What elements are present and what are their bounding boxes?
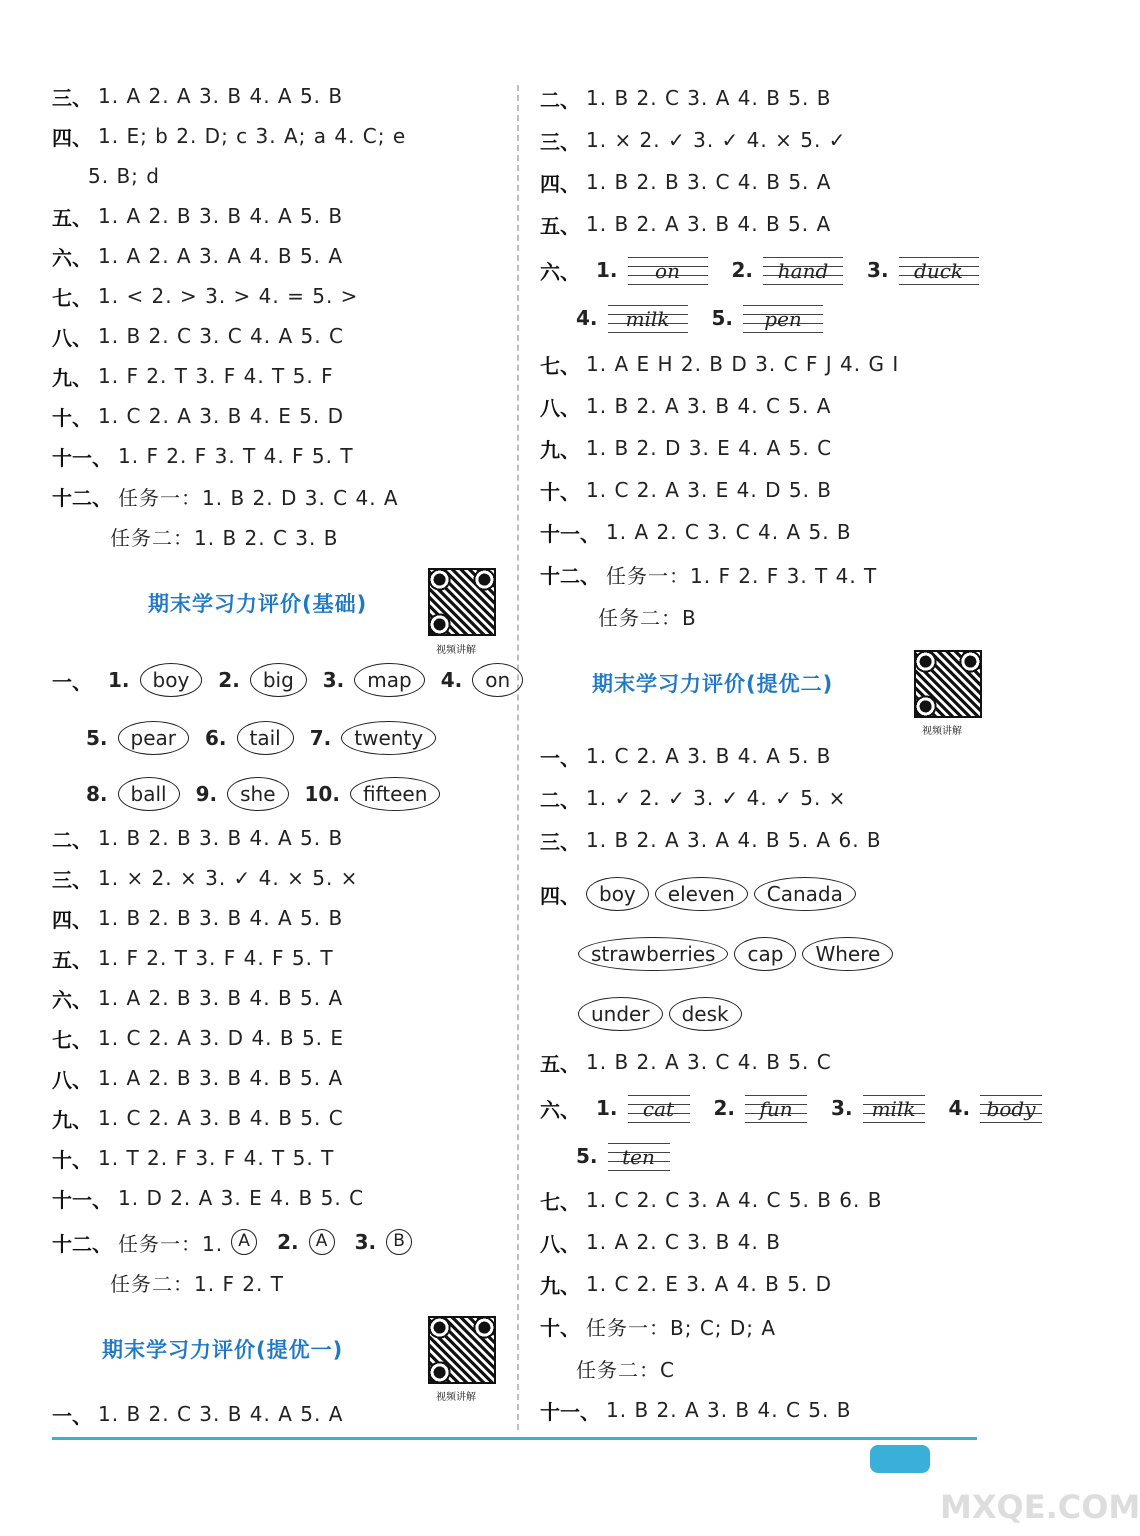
answer-line: 七、 1. < 2. > 3. > 4. = 5. > <box>52 284 359 310</box>
answer-line: 十一、 1. A 2. C 3. C 4. A 5. B <box>540 520 852 546</box>
logo-mark <box>870 1445 930 1473</box>
answer-line: 五、 1. B 2. A 3. B 4. B 5. A <box>540 212 832 238</box>
answer-line: 一、 1. boy 2. big 3. map 4. on <box>52 660 529 700</box>
handwriting-field: hand <box>763 253 843 287</box>
answer-line: 三、 1. × 2. ✓ 3. ✓ 4. × 5. ✓ <box>540 128 847 154</box>
section-title: 期末学习力评价(提优二) <box>592 672 834 696</box>
section-title: 期末学习力评价(提优一) <box>102 1338 344 1362</box>
answer-line: 四、 1. B 2. B 3. B 4. A 5. B <box>52 906 344 932</box>
answer-line: 四、 1. B 2. B 3. C 4. B 5. A <box>540 170 832 196</box>
column-divider <box>517 85 519 1430</box>
circled-word: eleven <box>655 877 748 911</box>
answer-line: 六、 1. A 2. A 3. A 4. B 5. A <box>52 244 344 270</box>
handwriting-field: milk <box>608 301 688 335</box>
answer-line: 一、 1. B 2. C 3. B 4. A 5. A <box>52 1402 344 1428</box>
answer-line: 三、 1. A 2. A 3. B 4. A 5. B <box>52 84 344 110</box>
circled-word: big <box>250 663 307 697</box>
qr-code[interactable] <box>428 568 496 636</box>
circled-word: cap <box>734 937 796 971</box>
answer-line: 七、 1. C 2. A 3. D 4. B 5. E <box>52 1026 345 1052</box>
answer-line: 一、 1. C 2. A 3. B 4. A 5. B <box>540 744 832 770</box>
answer-line: 5. B; d <box>88 164 160 188</box>
circled-word: she <box>227 777 288 811</box>
answer-line: 十二、 任务一：1. B 2. D 3. C 4. A <box>52 485 399 510</box>
answer-line: 十、 任务一：B; C; D; A <box>540 1315 777 1340</box>
answer-line: 十一、 1. B 2. A 3. B 4. C 5. B <box>540 1398 852 1424</box>
handwriting-field: on <box>628 253 708 287</box>
answer-line: 九、 1. F 2. T 3. F 4. T 5. F <box>52 364 334 390</box>
circled-letter: A <box>309 1229 335 1255</box>
answer-line: 五、 1. A 2. B 3. B 4. A 5. B <box>52 204 344 230</box>
answer-line: 任务二：C <box>576 1357 675 1382</box>
footer-logo <box>870 1440 1140 1530</box>
footer-rule <box>52 1437 977 1440</box>
handwriting-field: body <box>980 1091 1042 1125</box>
answer-line: 十一、 1. D 2. A 3. E 4. B 5. C <box>52 1186 365 1212</box>
answer-line: 七、 1. A E H 2. B D 3. C F J 4. G I <box>540 352 900 378</box>
circled-word: tail <box>237 721 294 755</box>
answer-line <box>578 934 899 974</box>
qr-caption: 视频讲解 <box>436 645 476 656</box>
handwriting-field: cat <box>628 1091 690 1125</box>
answer-line: 四、 1. E; b 2. D; c 3. A; a 4. C; e <box>52 124 407 150</box>
answer-line: 任务二：1. F 2. T <box>110 1271 284 1296</box>
circled-letter: A <box>231 1229 257 1255</box>
answer-line: 八、 1. A 2. B 3. B 4. B 5. A <box>52 1066 344 1092</box>
answer-line: 六、 1. on 2. hand 3. duck <box>540 250 993 290</box>
answer-line: 七、 1. C 2. C 3. A 4. C 5. B 6. B <box>540 1188 883 1214</box>
answer-line: 五、 1. F 2. T 3. F 4. F 5. T <box>52 946 334 972</box>
answer-line <box>578 994 748 1034</box>
circled-word: pear <box>118 721 189 755</box>
qr-caption: 视频讲解 <box>922 726 962 737</box>
answer-line: 九、 1. C 2. E 3. A 4. B 5. D <box>540 1272 833 1298</box>
section-title: 期末学习力评价(基础) <box>148 592 368 616</box>
answer-line: 四、 boy eleven Canada <box>540 874 862 914</box>
answer-line: 十二、 任务一：1. A 2. A 3. B <box>52 1222 422 1262</box>
answer-line: 三、 1. B 2. A 3. A 4. B 5. A 6. B <box>540 828 882 854</box>
answer-line: 六、 1. A 2. B 3. B 4. B 5. A <box>52 986 344 1012</box>
answer-line: 八、 1. B 2. C 3. C 4. A 5. C <box>52 324 344 350</box>
qr-code[interactable] <box>428 1316 496 1384</box>
answer-line: 十、 1. T 2. F 3. F 4. T 5. T <box>52 1146 335 1172</box>
answer-line: 十一、 1. F 2. F 3. T 4. F 5. T <box>52 444 354 470</box>
answer-line: 十、 1. C 2. A 3. B 4. E 5. D <box>52 404 345 430</box>
handwriting-field: milk <box>863 1091 925 1125</box>
circled-letter: B <box>386 1229 412 1255</box>
answer-line: 二、 1. B 2. B 3. B 4. A 5. B <box>52 826 344 852</box>
answer-line: 8. ball 9. she 10. fifteen <box>76 774 446 814</box>
answer-line: 八、 1. B 2. A 3. B 4. C 5. A <box>540 394 832 420</box>
answer-line: 九、 1. C 2. A 3. B 4. B 5. C <box>52 1106 344 1132</box>
circled-word: under <box>578 997 663 1031</box>
answer-line: 二、 1. B 2. C 3. A 4. B 5. B <box>540 86 832 112</box>
answer-line: 九、 1. B 2. D 3. E 4. A 5. C <box>540 436 833 462</box>
circled-word: boy <box>586 877 649 911</box>
answer-line: 六、 1. cat 2. fun 3. milk 4. body <box>540 1088 1056 1128</box>
answer-line: 4. milk 5. pen <box>566 298 837 338</box>
answer-line: 十、 1. C 2. A 3. E 4. D 5. B <box>540 478 833 504</box>
handwriting-field: fun <box>745 1091 807 1125</box>
handwriting-field: duck <box>899 253 979 287</box>
answer-line: 八、 1. A 2. C 3. B 4. B <box>540 1230 781 1256</box>
qr-code[interactable] <box>914 650 982 718</box>
answer-line: 三、 1. × 2. × 3. ✓ 4. × 5. × <box>52 866 359 892</box>
circled-word: Where <box>802 937 893 971</box>
qr-caption: 视频讲解 <box>436 1392 476 1403</box>
handwriting-field: ten <box>608 1139 670 1173</box>
answer-line: 5. ten <box>566 1136 684 1176</box>
answer-line: 5. pear 6. tail 7. twenty <box>76 718 442 758</box>
circled-word: desk <box>669 997 742 1031</box>
handwriting-field: pen <box>743 301 823 335</box>
circled-word: twenty <box>341 721 436 755</box>
circled-word: boy <box>140 663 203 697</box>
circled-word: ball <box>118 777 180 811</box>
circled-word: on <box>472 663 523 697</box>
answer-line: 五、 1. B 2. A 3. C 4. B 5. C <box>540 1050 832 1076</box>
answer-line: 任务二：B <box>598 605 697 630</box>
circled-word: strawberries <box>578 937 728 971</box>
answer-line: 十二、 任务一：1. F 2. F 3. T 4. T <box>540 563 878 588</box>
circled-word: map <box>354 663 424 697</box>
answer-line: 二、 1. ✓ 2. ✓ 3. ✓ 4. ✓ 5. × <box>540 786 847 812</box>
answer-line: 任务二：1. B 2. C 3. B <box>110 525 339 550</box>
circled-word: fifteen <box>350 777 440 811</box>
watermark: MXQE.COM <box>940 1488 1140 1526</box>
circled-word: Canada <box>754 877 856 911</box>
